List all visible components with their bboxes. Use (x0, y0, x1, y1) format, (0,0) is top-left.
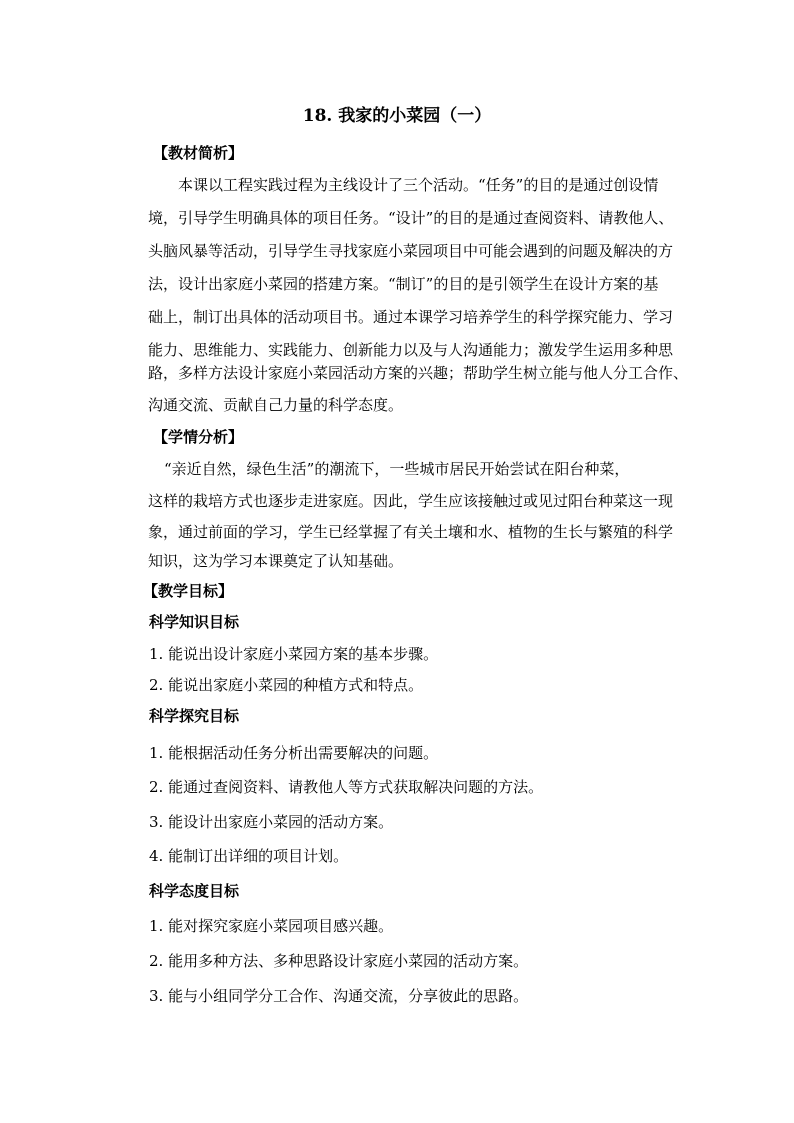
student-analysis-heading: 【学情分析】 (153, 428, 244, 446)
knowledge-goals-heading: 科学知识目标 (149, 613, 240, 631)
inquiry-goal-item: 1. 能根据活动任务分析出需要解决的问题。 (149, 744, 439, 762)
inquiry-goal-item: 3. 能设计出家庭小菜园的活动方案。 (149, 813, 394, 831)
textbook-paragraph-line: 境，引导学生明确具体的项目任务。“设计”的目的是通过查阅资料、请教他人、 (148, 209, 674, 227)
student-paragraph-line: 象，通过前面的学习，学生已经掌握了有关土壤和水、植物的生长与繁殖的科学 (148, 523, 674, 541)
textbook-paragraph-line: 法，设计出家庭小菜园的搭建方案。“制订”的目的是引领学生在设计方案的基 (148, 275, 659, 293)
inquiry-goal-item: 4. 能制订出详细的项目计划。 (149, 847, 349, 865)
textbook-paragraph-line: 头脑风暴等活动，引导学生寻找家庭小菜园项目中可能会遇到的问题及解决的方 (148, 242, 674, 260)
textbook-paragraph-line: 能力、思维能力、实践能力、创新能力以及与人沟通能力；激发学生运用多种思 (148, 341, 674, 359)
student-paragraph-line: “亲近自然，绿色生活”的潮流下，一些城市居民开始尝试在阳台种菜， (164, 460, 630, 478)
student-paragraph-line: 知识，这为学习本课奠定了认知基础。 (148, 552, 404, 570)
inquiry-goals-heading: 科学探究目标 (149, 707, 240, 725)
attitude-goal-item: 2. 能用多种方法、多种思路设计家庭小菜园的活动方案。 (149, 952, 529, 970)
attitude-goal-item: 3. 能与小组同学分工合作、沟通交流，分享彼此的思路。 (149, 987, 529, 1005)
textbook-paragraph-line: 路，多样方法设计家庭小菜园活动方案的兴趣；帮助学生树立能与他人分工合作、 (148, 364, 689, 382)
attitude-goals-heading: 科学态度目标 (149, 882, 240, 900)
inquiry-goal-item: 2. 能通过查阅资料、请教他人等方式获取解决问题的方法。 (149, 778, 544, 796)
attitude-goal-item: 1. 能对探究家庭小菜园项目感兴趣。 (149, 917, 394, 935)
student-paragraph-line: 这样的栽培方式也逐步走进家庭。因此，学生应该接触过或见过阳台种菜这一现 (148, 492, 674, 510)
teaching-goals-heading: 【教学目标】 (143, 582, 234, 600)
textbook-paragraph-line: 沟通交流、贡献自己力量的科学态度。 (148, 396, 404, 414)
textbook-analysis-heading: 【教材简析】 (153, 144, 244, 162)
textbook-paragraph-line: 础上，制订出具体的活动项目书。通过本课学习培养学生的科学探究能力、学习 (148, 308, 674, 326)
knowledge-goal-item: 1. 能说出设计家庭小菜园方案的基本步骤。 (149, 645, 439, 663)
page-title: 18. 我家的小菜园（一） (302, 106, 492, 126)
knowledge-goal-item: 2. 能说出家庭小菜园的种植方式和特点。 (149, 676, 424, 694)
textbook-paragraph-line: 本课以工程实践过程为主线设计了三个活动。“任务”的目的是通过创设情 (178, 176, 659, 194)
